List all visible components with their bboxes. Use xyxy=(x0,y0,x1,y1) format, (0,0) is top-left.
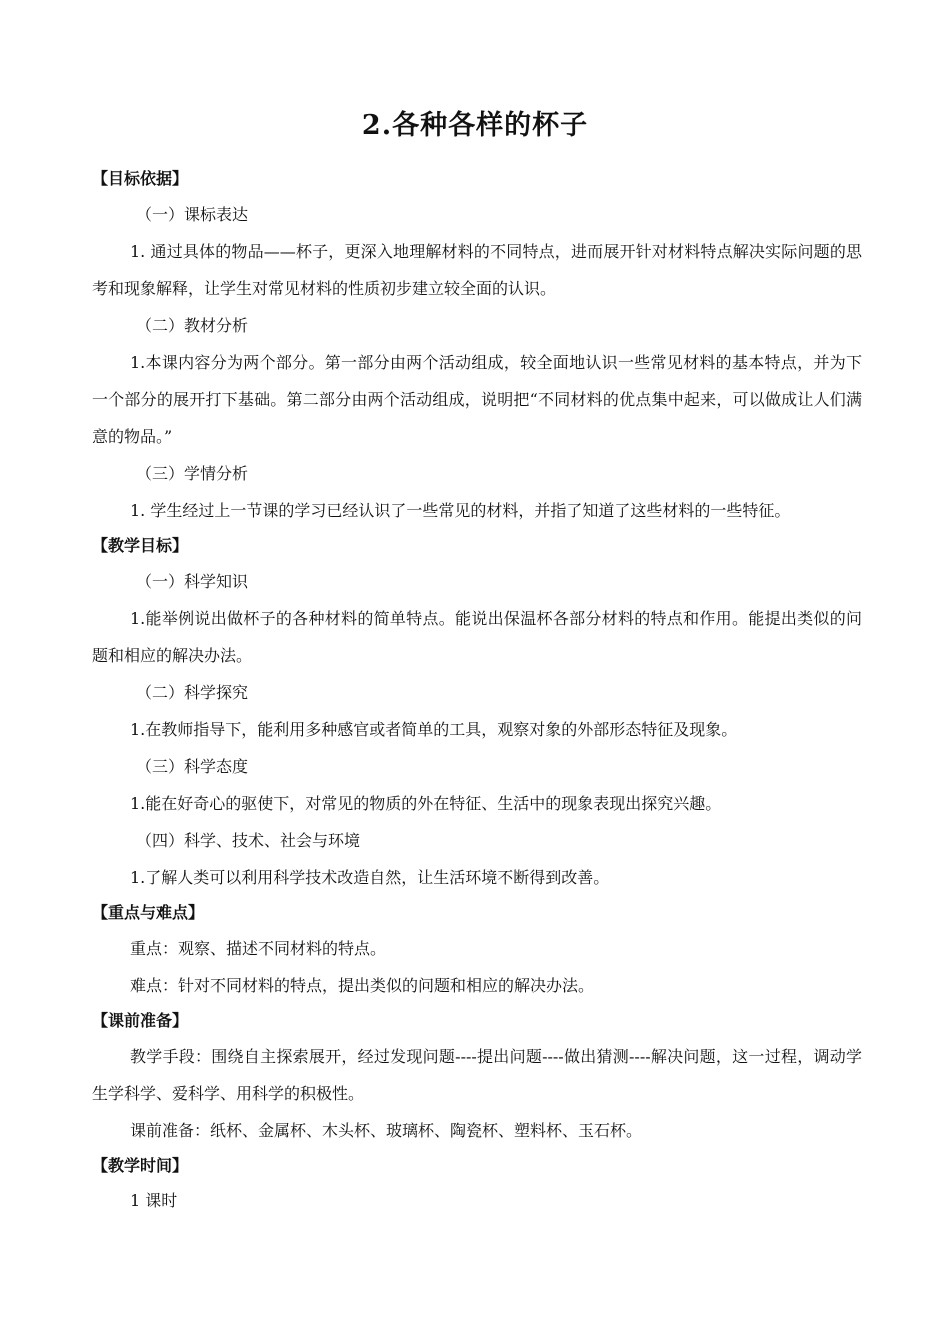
subheading-curriculum: （一）课标表达 xyxy=(136,205,249,224)
paragraph-students: 1. 学生经过上一节课的学习已经认识了一些常见的材料，并指了知道了这些材料的一些特征。 xyxy=(130,501,791,520)
section-heading-key-points: 【重点与难点】 xyxy=(92,903,205,922)
section-heading-preparation: 【课前准备】 xyxy=(92,1011,189,1030)
paragraph-difficulty: 难点：针对不同材料的特点，提出类似的问题和相应的解决办法。 xyxy=(130,976,595,995)
section-heading-basis: 【目标依据】 xyxy=(92,169,189,188)
paragraph-society: 1.了解人类可以利用科学技术改造自然，让生活环境不断得到改善。 xyxy=(130,868,610,887)
document-body xyxy=(92,162,862,1218)
subheading-society: （四）科学、技术、社会与环境 xyxy=(136,831,361,850)
paragraph-teaching-means: 教学手段：围绕自主探索展开，经过发现问题----提出问题----做出猜测----解决问题，这一过程，调动学生学科学、爱科学、用科学的积极性。 xyxy=(92,1047,862,1103)
section-heading-time: 【教学时间】 xyxy=(92,1156,189,1175)
subheading-attitude: （三）科学态度 xyxy=(136,757,249,776)
paragraph-inquiry: 1.在教师指导下，能利用多种感官或者简单的工具，观察对象的外部形态特征及现象。 xyxy=(130,720,738,739)
subheading-inquiry: （二）科学探究 xyxy=(136,683,249,702)
subheading-students: （三）学情分析 xyxy=(136,464,249,483)
subheading-knowledge: （一）科学知识 xyxy=(136,572,249,591)
paragraph-textbook: 1.本课内容分为两个部分。第一部分由两个活动组成，较全面地认识一些常见材料的基本特点，并为下一个部分的展开打下基础。第二部分由两个活动组成，说明把“不同材料的优点集中起来，可以做成让人们满意的物品。” xyxy=(92,353,862,446)
paragraph-key-point: 重点：观察、描述不同材料的特点。 xyxy=(130,939,387,958)
paragraph-knowledge: 1.能举例说出做杯子的各种材料的简单特点。能说出保温杯各部分材料的特点和作用。能提出类似的问题和相应的解决办法。 xyxy=(92,609,862,665)
paragraph-materials: 课前准备：纸杯、金属杯、木头杯、玻璃杯、陶瓷杯、塑料杯、玉石杯。 xyxy=(130,1121,643,1140)
subheading-textbook: （二）教材分析 xyxy=(136,316,249,335)
paragraph-attitude: 1.能在好奇心的驱使下，对常见的物质的外在特征、生活中的现象表现出探究兴趣。 xyxy=(130,794,722,813)
paragraph-curriculum: 1. 通过具体的物品——杯子，更深入地理解材料的不同特点，进而展开针对材料特点解决实际问题的思考和现象解释，让学生对常见材料的性质初步建立较全面的认识。 xyxy=(92,242,862,298)
document-title: 2.各种各样的杯子 xyxy=(361,110,589,141)
section-heading-objectives: 【教学目标】 xyxy=(92,536,189,555)
paragraph-time: 1 课时 xyxy=(130,1191,178,1210)
